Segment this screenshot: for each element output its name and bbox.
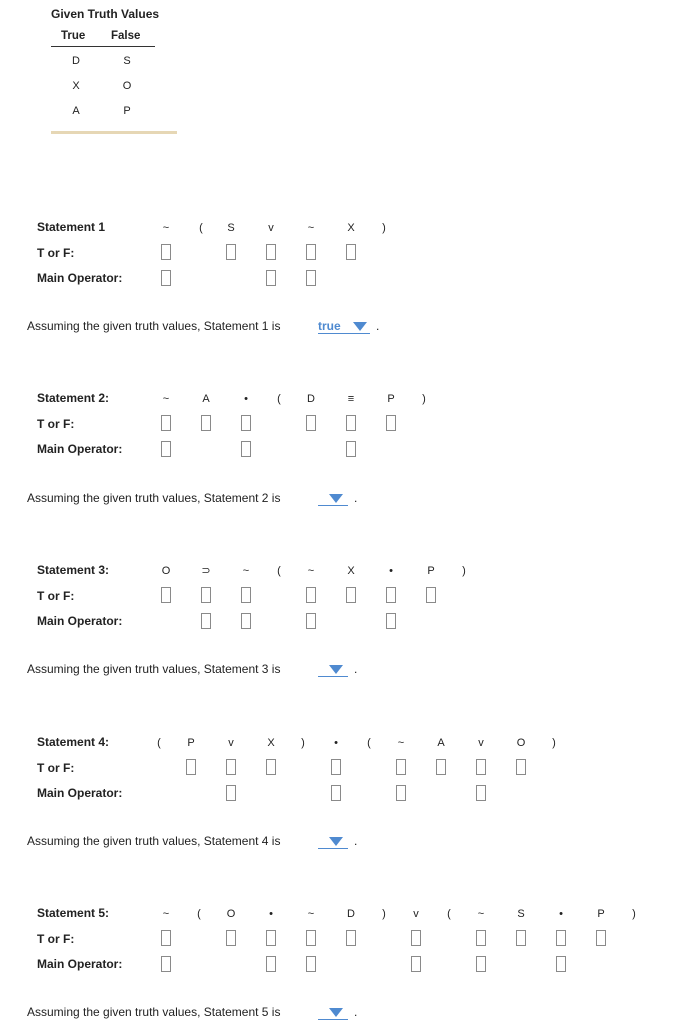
symbol: ⊃ <box>201 565 211 577</box>
symbol: A <box>437 737 445 749</box>
tf-input[interactable] <box>161 930 171 946</box>
symbol: ( <box>197 908 201 920</box>
symbol: • <box>244 393 248 405</box>
statement-2-assumption: Assuming the given truth values, Statement 2 is <box>27 491 281 505</box>
symbol: ~ <box>162 393 170 405</box>
period: . <box>376 319 380 333</box>
main-operator-input[interactable] <box>241 613 251 629</box>
symbol: ) <box>462 565 466 577</box>
tf-input[interactable] <box>241 587 251 603</box>
tf-label: T or F: <box>37 246 75 260</box>
statement-2-title: Statement 2: <box>37 391 110 405</box>
dropdown-arrow-icon[interactable] <box>329 665 343 674</box>
main-operator-input[interactable] <box>346 441 356 457</box>
tf-input[interactable] <box>476 759 486 775</box>
main-operator-input[interactable] <box>241 441 251 457</box>
tf-input[interactable] <box>596 930 606 946</box>
symbol: ( <box>447 908 451 920</box>
period: . <box>354 662 358 676</box>
tf-input[interactable] <box>161 587 171 603</box>
statement-1-answer-value[interactable]: true <box>318 319 341 333</box>
header-divider <box>51 46 155 47</box>
symbol: • <box>269 908 273 920</box>
symbol: S <box>227 222 235 234</box>
symbol: • <box>559 908 563 920</box>
main-operator-input[interactable] <box>226 785 236 801</box>
symbol: ( <box>199 222 203 234</box>
statement-4-dropdown[interactable] <box>318 848 348 849</box>
main-operator-input[interactable] <box>161 441 171 457</box>
period: . <box>354 834 358 848</box>
main-operator-input[interactable] <box>386 613 396 629</box>
dropdown-arrow-icon[interactable] <box>353 322 367 331</box>
symbol: P <box>597 908 605 920</box>
tf-input[interactable] <box>346 415 356 431</box>
symbol: X <box>267 737 275 749</box>
tf-input[interactable] <box>241 415 251 431</box>
tf-input[interactable] <box>306 587 316 603</box>
statement-3-title: Statement 3: <box>37 563 110 577</box>
tf-input[interactable] <box>516 759 526 775</box>
symbol: ) <box>422 393 426 405</box>
main-operator-input[interactable] <box>556 956 566 972</box>
tf-input[interactable] <box>266 759 276 775</box>
symbol: P <box>387 393 395 405</box>
symbol: ( <box>367 737 371 749</box>
symbol: O <box>161 565 171 577</box>
main-operator-input[interactable] <box>476 785 486 801</box>
symbol: P <box>187 737 195 749</box>
tf-input[interactable] <box>226 930 236 946</box>
symbol: S <box>517 908 525 920</box>
symbol: ~ <box>307 908 315 920</box>
symbol: ) <box>632 908 636 920</box>
symbol: ) <box>382 222 386 234</box>
tf-input[interactable] <box>436 759 446 775</box>
true-value: D <box>72 55 80 67</box>
tf-input[interactable] <box>266 930 276 946</box>
symbol: ~ <box>307 222 315 234</box>
statement-1-title: Statement 1 <box>37 220 106 234</box>
tf-input[interactable] <box>476 930 486 946</box>
symbol: v <box>413 908 419 920</box>
symbol: ~ <box>242 565 250 577</box>
symbol: ~ <box>397 737 405 749</box>
main-operator-input[interactable] <box>331 785 341 801</box>
symbol: O <box>516 737 526 749</box>
symbol: ~ <box>162 222 170 234</box>
symbol: v <box>228 737 234 749</box>
tf-input[interactable] <box>161 415 171 431</box>
tf-input[interactable] <box>386 415 396 431</box>
false-value: P <box>123 105 131 117</box>
symbol: ) <box>301 737 305 749</box>
symbol: D <box>347 908 355 920</box>
main-operator-input[interactable] <box>476 956 486 972</box>
tf-input[interactable] <box>186 759 196 775</box>
main-operator-input[interactable] <box>201 613 211 629</box>
period: . <box>354 491 358 505</box>
dropdown-arrow-icon[interactable] <box>329 494 343 503</box>
truth-values-title: Given Truth Values <box>51 7 160 21</box>
tf-label: T or F: <box>37 932 75 946</box>
symbol: ≡ <box>347 393 355 405</box>
false-value: S <box>123 55 131 67</box>
symbol: ~ <box>307 565 315 577</box>
tf-input[interactable] <box>266 244 276 260</box>
tf-input[interactable] <box>201 587 211 603</box>
symbol: O <box>226 908 236 920</box>
symbol: ~ <box>162 908 170 920</box>
symbol: v <box>268 222 274 234</box>
symbol: ~ <box>477 908 485 920</box>
symbol: ) <box>382 908 386 920</box>
statement-5-dropdown[interactable] <box>318 1019 348 1020</box>
tf-input[interactable] <box>346 930 356 946</box>
statement-1-dropdown[interactable] <box>318 333 370 334</box>
symbol: X <box>347 565 355 577</box>
statement-3-dropdown[interactable] <box>318 676 348 677</box>
main-operator-label: Main Operator: <box>37 442 123 456</box>
tf-input[interactable] <box>386 587 396 603</box>
main-operator-label: Main Operator: <box>37 957 123 971</box>
main-operator-input[interactable] <box>266 956 276 972</box>
main-operator-label: Main Operator: <box>37 614 123 628</box>
tf-input[interactable] <box>306 244 316 260</box>
main-operator-label: Main Operator: <box>37 271 123 285</box>
tf-input[interactable] <box>396 759 406 775</box>
main-operator-label: Main Operator: <box>37 786 123 800</box>
truth-table-underline <box>51 131 177 134</box>
main-operator-input[interactable] <box>396 785 406 801</box>
main-operator-input[interactable] <box>266 270 276 286</box>
true-column-header: True <box>61 30 86 42</box>
false-column-header: False <box>111 30 141 42</box>
tf-input[interactable] <box>411 930 421 946</box>
symbol: ( <box>157 737 161 749</box>
statement-5-assumption: Assuming the given truth values, Statement 5 is <box>27 1005 281 1019</box>
dropdown-arrow-icon[interactable] <box>329 1008 343 1017</box>
symbol: ) <box>552 737 556 749</box>
symbol: ( <box>277 565 281 577</box>
main-operator-input[interactable] <box>306 270 316 286</box>
main-operator-input[interactable] <box>306 613 316 629</box>
main-operator-input[interactable] <box>411 956 421 972</box>
tf-input[interactable] <box>226 759 236 775</box>
statement-5-title: Statement 5: <box>37 906 110 920</box>
tf-label: T or F: <box>37 417 75 431</box>
true-value: X <box>72 80 80 92</box>
symbol: X <box>347 222 355 234</box>
false-value: O <box>122 80 132 92</box>
tf-label: T or F: <box>37 589 75 603</box>
tf-input[interactable] <box>331 759 341 775</box>
tf-input[interactable] <box>161 244 171 260</box>
symbol: ( <box>277 393 281 405</box>
tf-input[interactable] <box>346 587 356 603</box>
statement-2-dropdown[interactable] <box>318 505 348 506</box>
tf-input[interactable] <box>226 244 236 260</box>
statement-3-assumption: Assuming the given truth values, Statement 3 is <box>27 662 281 676</box>
tf-input[interactable] <box>556 930 566 946</box>
main-operator-input[interactable] <box>161 956 171 972</box>
symbol: • <box>334 737 338 749</box>
tf-input[interactable] <box>426 587 436 603</box>
symbol: • <box>389 565 393 577</box>
tf-input[interactable] <box>346 244 356 260</box>
symbol: A <box>202 393 210 405</box>
tf-input[interactable] <box>306 415 316 431</box>
tf-input[interactable] <box>306 930 316 946</box>
main-operator-input[interactable] <box>161 270 171 286</box>
symbol: P <box>427 565 435 577</box>
symbol: D <box>307 393 315 405</box>
main-operator-input[interactable] <box>306 956 316 972</box>
tf-input[interactable] <box>201 415 211 431</box>
tf-input[interactable] <box>516 930 526 946</box>
dropdown-arrow-icon[interactable] <box>329 837 343 846</box>
statement-4-title: Statement 4: <box>37 735 110 749</box>
tf-label: T or F: <box>37 761 75 775</box>
symbol: v <box>478 737 484 749</box>
period: . <box>354 1005 358 1019</box>
statement-1-assumption: Assuming the given truth values, Statement 1 is <box>27 319 281 333</box>
true-value: A <box>72 105 80 117</box>
statement-4-assumption: Assuming the given truth values, Statement 4 is <box>27 834 281 848</box>
